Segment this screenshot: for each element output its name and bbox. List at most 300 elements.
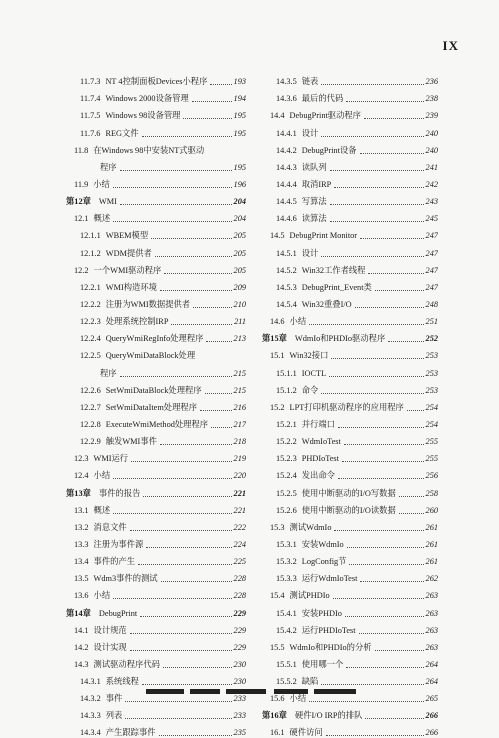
toc-entry-row[interactable] bbox=[66, 344, 246, 361]
toc-entry-title: 使用中断驱动的I/O写数据 bbox=[301, 488, 396, 498]
toc-entry-title: 写算法 bbox=[301, 197, 327, 207]
toc-leader-dots bbox=[113, 513, 231, 514]
toc-entry-page: 217 bbox=[233, 419, 246, 429]
toc-entry-row[interactable] bbox=[66, 533, 246, 550]
toc-entry-row[interactable] bbox=[262, 190, 438, 207]
toc-leader-dots bbox=[309, 324, 423, 325]
toc-entry-row[interactable] bbox=[262, 207, 438, 224]
toc-entry-row[interactable] bbox=[66, 704, 246, 721]
toc-leader-dots bbox=[349, 564, 423, 565]
toc-entry-row[interactable] bbox=[66, 396, 246, 413]
toc-entry-title: 设计规范 bbox=[93, 625, 127, 635]
toc-entry-title: 程序 bbox=[100, 162, 117, 172]
toc-entry-row[interactable] bbox=[66, 584, 246, 601]
toc-entry-row[interactable] bbox=[66, 499, 246, 516]
toc-chapter-row[interactable] bbox=[262, 327, 438, 344]
toc-entry-page: 229 bbox=[233, 608, 246, 618]
toc-entry-number: 14.3.4 bbox=[80, 728, 101, 738]
toc-entry-row[interactable] bbox=[262, 670, 438, 687]
toc-entry-page: 236 bbox=[425, 77, 438, 87]
toc-entry-page: 222 bbox=[233, 522, 246, 532]
toc-entry-row[interactable] bbox=[66, 70, 246, 87]
toc-entry-page: 221 bbox=[233, 488, 246, 498]
toc-entry-page: 221 bbox=[233, 505, 246, 515]
toc-entry-number: 15.4.2 bbox=[276, 625, 297, 635]
toc-entry-row[interactable] bbox=[262, 721, 438, 738]
toc-entry-title: 命令 bbox=[301, 385, 319, 395]
toc-entry-number: 14.5.3 bbox=[276, 282, 297, 292]
toc-entry-row[interactable] bbox=[262, 396, 438, 413]
toc-entry-row[interactable] bbox=[66, 447, 246, 464]
toc-entry-title: SetWmiDataItem处理程序 bbox=[105, 402, 197, 412]
toc-entry-title: 概述 bbox=[93, 505, 111, 515]
toc-entry-row[interactable] bbox=[262, 70, 438, 87]
toc-entry-row[interactable] bbox=[66, 259, 246, 276]
toc-entry-page: 255 bbox=[425, 454, 438, 464]
toc-entry-page: 253 bbox=[425, 385, 438, 395]
toc-entry-title: WdmIoTest bbox=[301, 437, 341, 447]
toc-entry-row[interactable] bbox=[262, 139, 438, 156]
toc-entry-page: 261 bbox=[425, 522, 438, 532]
toc-entry-row[interactable] bbox=[66, 653, 246, 670]
toc-leader-dots bbox=[321, 136, 423, 137]
toc-entry-number: 12.4 bbox=[74, 471, 89, 481]
toc-entry-number: 15.1.1 bbox=[276, 368, 297, 378]
toc-entry-title: 设计 bbox=[301, 128, 319, 138]
toc-entry-page: 247 bbox=[425, 282, 438, 292]
toc-entry-number: 第13章 bbox=[66, 488, 91, 498]
toc-entry-number: 15.5.1 bbox=[276, 659, 297, 669]
toc-leader-dots bbox=[321, 256, 423, 257]
toc-entry-number: 13.4 bbox=[74, 557, 89, 567]
toc-entry-title: QueryWmiRegInfo处理程序 bbox=[105, 334, 204, 344]
toc-entry-row[interactable] bbox=[262, 550, 438, 567]
toc-entry-title: 运行PHDIoTest bbox=[301, 625, 356, 635]
toc-leader-dots bbox=[326, 735, 424, 736]
toc-entry-row[interactable] bbox=[66, 293, 246, 310]
toc-entry-row[interactable] bbox=[66, 413, 246, 430]
toc-leader-dots bbox=[193, 307, 231, 308]
toc-leader-dots bbox=[205, 393, 232, 394]
toc-entry-page: 251 bbox=[425, 317, 438, 327]
toc-entry-page: 240 bbox=[425, 128, 438, 138]
toc-entry-number: 14.6 bbox=[270, 317, 285, 327]
toc-entry-row[interactable] bbox=[262, 567, 438, 584]
toc-entry-row[interactable] bbox=[262, 104, 438, 121]
toc-entry-number: 15.3.1 bbox=[276, 539, 297, 549]
toc-leader-dots bbox=[321, 393, 423, 394]
toc-entry-title: PHDIoTest bbox=[301, 454, 339, 464]
toc-entry-number: 14.4.1 bbox=[276, 128, 297, 138]
toc-entry-number: 13.3 bbox=[74, 539, 89, 549]
toc-entry-number: 12.3 bbox=[74, 454, 89, 464]
toc-entry-page: 218 bbox=[233, 437, 246, 447]
toc-entry-row[interactable] bbox=[262, 413, 438, 430]
toc-leader-dots bbox=[329, 376, 423, 377]
toc-entry-title: Windows 98设备管理 bbox=[105, 111, 181, 121]
toc-entry-title: LogConfig节 bbox=[301, 557, 347, 567]
toc-entry-row[interactable] bbox=[66, 721, 246, 738]
toc-chapter-row[interactable] bbox=[66, 481, 246, 498]
toc-right-column bbox=[262, 70, 438, 738]
toc-entry-title: Wdm3事件的测试 bbox=[93, 574, 158, 584]
toc-leader-dots bbox=[368, 273, 423, 274]
toc-entry-row[interactable] bbox=[262, 619, 438, 636]
toc-entry-number: 13.5 bbox=[74, 574, 89, 584]
toc-entry-number: 14.3.6 bbox=[276, 94, 297, 104]
toc-entry-number: 14.1 bbox=[74, 625, 89, 635]
toc-leader-dots bbox=[143, 496, 231, 497]
toc-leader-dots bbox=[206, 341, 231, 342]
toc-entry-row[interactable] bbox=[262, 499, 438, 516]
toc-entry-number: 11.7.6 bbox=[80, 128, 101, 138]
toc-entry-title: 小结 bbox=[93, 591, 111, 601]
toc-leader-dots bbox=[388, 341, 423, 342]
toc-entry-row[interactable] bbox=[66, 173, 246, 190]
toc-entry-number: 12.2.2 bbox=[80, 299, 101, 309]
toc-entry-number: 15.2 bbox=[270, 402, 285, 412]
toc-entry-title: 使用哪一个 bbox=[301, 659, 344, 669]
toc-entry-title: 小结 bbox=[289, 317, 307, 327]
toc-leader-dots bbox=[375, 650, 424, 651]
toc-entry-row[interactable] bbox=[262, 344, 438, 361]
toc-entry-title: 小结 bbox=[93, 179, 110, 189]
toc-entry-page: 224 bbox=[233, 539, 246, 549]
toc-entry-page: 228 bbox=[233, 591, 246, 601]
toc-entry-title: 链表 bbox=[301, 77, 319, 87]
toc-entry-row[interactable] bbox=[262, 653, 438, 670]
toc-leader-dots bbox=[333, 598, 424, 599]
toc-entry-row[interactable] bbox=[262, 516, 438, 533]
toc-entry-number: 14.3.1 bbox=[80, 677, 101, 687]
toc-entry-row[interactable] bbox=[262, 601, 438, 618]
toc-entry-title: WMI bbox=[98, 197, 117, 207]
toc-leader-dots bbox=[125, 718, 231, 719]
toc-entry-number: 12.1 bbox=[74, 214, 89, 224]
toc-entry-title: 并行端口 bbox=[301, 419, 335, 429]
toc-entry-page: 253 bbox=[425, 351, 438, 361]
toc-entry-row[interactable] bbox=[262, 379, 438, 396]
toc-entry-page: 216 bbox=[233, 402, 246, 412]
toc-leader-dots bbox=[200, 410, 232, 411]
toc-leader-dots bbox=[164, 273, 231, 274]
toc-entry-row[interactable] bbox=[66, 241, 246, 258]
toc-entry-number: 12.2 bbox=[74, 265, 89, 275]
toc-leader-dots bbox=[330, 221, 424, 222]
toc-entry-page: 241 bbox=[425, 162, 438, 172]
toc-entry-page: 265 bbox=[425, 694, 438, 704]
toc-entry-page: 247 bbox=[425, 265, 438, 275]
toc-leader-dots bbox=[309, 701, 423, 702]
toc-leader-dots bbox=[407, 410, 424, 411]
toc-entry-number: 14.4.3 bbox=[276, 162, 297, 172]
toc-entry-title: 最后的代码 bbox=[301, 94, 344, 104]
toc-entry-page: 195 bbox=[233, 128, 246, 138]
toc-entry-number: 12.2.6 bbox=[80, 385, 101, 395]
toc-entry-title: Win32重叠I/O bbox=[301, 299, 352, 309]
toc-leader-dots bbox=[120, 204, 232, 205]
toc-entry-page: 195 bbox=[233, 162, 246, 172]
toc-leader-dots bbox=[160, 290, 232, 291]
toc-entry-number: 15.2.3 bbox=[276, 454, 297, 464]
toc-entry-number: 12.1.1 bbox=[80, 231, 101, 241]
toc-entry-row[interactable] bbox=[262, 87, 438, 104]
toc-leader-dots bbox=[130, 633, 232, 634]
toc-entry-page: 266 bbox=[425, 711, 438, 721]
toc-leader-dots bbox=[334, 187, 423, 188]
toc-entry-page: 220 bbox=[233, 471, 246, 481]
toc-entry-row[interactable] bbox=[262, 636, 438, 653]
toc-entry-title: 注册为WMI数据提供者 bbox=[105, 299, 191, 309]
toc-entry-row[interactable] bbox=[262, 481, 438, 498]
toc-leader-dots bbox=[359, 633, 424, 634]
toc-entry-row[interactable] bbox=[66, 310, 246, 327]
toc-entry-title: 取消IRP bbox=[301, 179, 332, 189]
toc-leader-dots bbox=[151, 238, 231, 239]
toc-entry-row[interactable] bbox=[66, 87, 246, 104]
toc-entry-page: 193 bbox=[233, 77, 246, 87]
toc-entry-title: 系统线程 bbox=[105, 677, 139, 687]
toc-leader-dots bbox=[338, 478, 424, 479]
toc-entry-number: 14.5.1 bbox=[276, 248, 297, 258]
toc-entry-page: 194 bbox=[233, 94, 246, 104]
toc-entry-page: 229 bbox=[233, 625, 246, 635]
toc-leader-dots bbox=[346, 101, 423, 102]
toc-entry-row[interactable] bbox=[66, 121, 246, 138]
toc-entry-page: 229 bbox=[233, 642, 246, 652]
toc-chapter-row[interactable] bbox=[66, 190, 246, 207]
toc-entry-row[interactable] bbox=[66, 104, 246, 121]
toc-leader-dots bbox=[360, 153, 424, 154]
toc-entry-title: 处理系统控制IRP bbox=[105, 317, 169, 327]
toc-entry-number: 11.7.5 bbox=[80, 111, 101, 121]
toc-entry-page: 258 bbox=[425, 488, 438, 498]
toc-leader-dots bbox=[360, 238, 423, 239]
toc-entry-row[interactable] bbox=[262, 173, 438, 190]
toc-entry-row[interactable] bbox=[262, 464, 438, 481]
toc-entry-title: DebugPrint驱动程序 bbox=[289, 111, 361, 121]
toc-entry-page: 233 bbox=[233, 711, 246, 721]
toc-entry-number: 14.3.2 bbox=[80, 694, 101, 704]
toc-entry-title: 一个WMI驱动程序 bbox=[93, 265, 162, 275]
toc-entry-title: 硬件访问 bbox=[289, 728, 323, 738]
toc-entry-title: 产生跟踪事件 bbox=[105, 728, 156, 738]
toc-entry-row[interactable] bbox=[66, 516, 246, 533]
toc-entry-row[interactable] bbox=[66, 276, 246, 293]
toc-entry-number: 第14章 bbox=[66, 608, 91, 618]
toc-entry-row[interactable] bbox=[262, 293, 438, 310]
toc-entry-page: 254 bbox=[425, 402, 438, 412]
toc-entry-page: 205 bbox=[233, 231, 246, 241]
toc-entry-number: 14.4.2 bbox=[276, 145, 297, 155]
toc-entry-row[interactable] bbox=[66, 207, 246, 224]
toc-entry-number: 11.9 bbox=[74, 179, 89, 189]
toc-leader-dots bbox=[120, 170, 232, 171]
toc-entry-title: QueryWmiDataBlock处理 bbox=[105, 351, 196, 361]
toc-leader-dots bbox=[142, 136, 232, 137]
toc-entry-row[interactable] bbox=[66, 361, 246, 378]
toc-entry-page: 260 bbox=[425, 505, 438, 515]
toc-entry-row[interactable] bbox=[262, 156, 438, 173]
toc-entry-number: 12.2.8 bbox=[80, 419, 101, 429]
page-number: IX bbox=[442, 38, 459, 53]
toc-entry-page: 228 bbox=[233, 574, 246, 584]
toc-entry-number: 12.2.3 bbox=[80, 317, 101, 327]
toc-entry-number: 14.5.4 bbox=[276, 299, 297, 309]
toc-leader-dots bbox=[355, 307, 424, 308]
toc-entry-row[interactable] bbox=[66, 379, 246, 396]
toc-entry-row[interactable] bbox=[262, 361, 438, 378]
toc-entry-page: 252 bbox=[425, 334, 438, 344]
toc-entry-title: 硬件I/O IRP的排队 bbox=[294, 711, 363, 721]
toc-entry-page: 240 bbox=[425, 145, 438, 155]
toc-leader-dots bbox=[120, 376, 232, 377]
toc-leader-dots bbox=[183, 118, 231, 119]
toc-entry-number: 15.4.1 bbox=[276, 608, 297, 618]
toc-leader-dots bbox=[345, 616, 424, 617]
toc-entry-page: 242 bbox=[425, 179, 438, 189]
toc-entry-title: 注册为事件源 bbox=[93, 539, 144, 549]
toc-entry-number: 15.3.3 bbox=[276, 574, 297, 584]
toc-entry-number: 15.3 bbox=[270, 522, 285, 532]
toc-entry-page: 253 bbox=[425, 368, 438, 378]
toc-entry-title: 设计 bbox=[301, 248, 319, 258]
toc-entry-title: DebugPrint_Event类 bbox=[301, 282, 372, 292]
toc-entry-title: 消息文件 bbox=[93, 522, 127, 532]
toc-entry-number: 12.2.4 bbox=[80, 334, 101, 344]
toc-entry-number: 第15章 bbox=[262, 334, 287, 344]
toc-entry-number: 14.4 bbox=[270, 111, 285, 121]
toc-entry-number: 15.2.1 bbox=[276, 419, 297, 429]
toc-entry-page: 247 bbox=[425, 248, 438, 258]
toc-entry-row[interactable] bbox=[66, 670, 246, 687]
toc-entry-number: 12.2.5 bbox=[80, 351, 101, 361]
toc-entry-row[interactable] bbox=[262, 533, 438, 550]
toc-leader-dots bbox=[210, 84, 231, 85]
toc-entry-row[interactable] bbox=[262, 584, 438, 601]
toc-entry-number: 14.2 bbox=[74, 642, 89, 652]
toc-entry-row[interactable] bbox=[66, 550, 246, 567]
toc-entry-title: 使用中断驱动的I/O读数据 bbox=[301, 505, 396, 515]
toc-entry-number: 14.4.4 bbox=[276, 179, 297, 189]
toc-entry-row[interactable] bbox=[66, 327, 246, 344]
toc-entry-row[interactable] bbox=[66, 224, 246, 241]
toc-leader-dots bbox=[344, 444, 424, 445]
toc-entry-row[interactable] bbox=[262, 224, 438, 241]
toc-entry-number: 15.2.4 bbox=[276, 471, 297, 481]
toc-entry-number: 12.2.1 bbox=[80, 282, 101, 292]
toc-entry-page: 230 bbox=[233, 659, 246, 669]
toc-leader-dots bbox=[113, 187, 232, 188]
toc-leader-dots bbox=[163, 667, 232, 668]
toc-leader-dots bbox=[342, 461, 424, 462]
toc-entry-title: 安装WdmIo bbox=[301, 539, 344, 549]
toc-entry-row[interactable] bbox=[66, 636, 246, 653]
toc-entry-page: 195 bbox=[233, 111, 246, 121]
toc-entry-page: 196 bbox=[233, 179, 246, 189]
toc-entry-title: 事件的报告 bbox=[98, 488, 141, 498]
toc-entry-row[interactable] bbox=[262, 447, 438, 464]
toc-entry-page: 247 bbox=[425, 231, 438, 241]
toc-entry-title: 小结 bbox=[289, 694, 307, 704]
toc-entry-row[interactable] bbox=[262, 259, 438, 276]
toc-entry-row[interactable] bbox=[262, 121, 438, 138]
toc-entry-title: DebugPrint bbox=[98, 608, 138, 618]
toc-entry-row[interactable] bbox=[66, 156, 246, 173]
toc-leader-dots bbox=[211, 427, 231, 428]
toc-entry-title: WMI构造环境 bbox=[105, 282, 157, 292]
toc-entry-page: 233 bbox=[233, 694, 246, 704]
toc-entry-row[interactable] bbox=[66, 464, 246, 481]
toc-entry-number: 15.6 bbox=[270, 694, 285, 704]
toc-entry-title: Win32接口 bbox=[289, 351, 329, 361]
toc-leader-dots bbox=[159, 735, 232, 736]
toc-leader-dots bbox=[375, 290, 424, 291]
toc-entry-page: 238 bbox=[425, 94, 438, 104]
toc-entry-page: 211 bbox=[234, 317, 246, 327]
toc-leader-dots bbox=[364, 118, 424, 119]
toc-entry-row[interactable] bbox=[262, 430, 438, 447]
toc-entry-title: 触发WMI事件 bbox=[105, 437, 157, 447]
toc-entry-page: 261 bbox=[425, 539, 438, 549]
toc-entry-number: 15.5 bbox=[270, 642, 285, 652]
toc-entry-page: 205 bbox=[233, 248, 246, 258]
toc-leader-dots bbox=[399, 513, 424, 514]
toc-entry-title: 测试驱动程序代码 bbox=[93, 659, 160, 669]
toc-entry-page: 235 bbox=[233, 728, 246, 738]
toc-entry-page: 204 bbox=[233, 197, 246, 207]
toc-entry-number: 13.2 bbox=[74, 522, 89, 532]
toc-entry-number: 11.7.4 bbox=[80, 94, 101, 104]
toc-entry-row[interactable] bbox=[66, 430, 246, 447]
toc-entry-title: NT 4控制面板Devices小程序 bbox=[105, 77, 208, 87]
toc-leader-dots bbox=[334, 530, 423, 531]
toc-chapter-row[interactable] bbox=[262, 704, 438, 721]
toc-entry-number: 第12章 bbox=[66, 197, 91, 207]
toc-entry-title: 事件的产生 bbox=[93, 557, 136, 567]
toc-leader-dots bbox=[321, 684, 423, 685]
toc-leader-dots bbox=[360, 581, 423, 582]
toc-entry-title: 读算法 bbox=[301, 214, 327, 224]
toc-entry-title: 概述 bbox=[93, 214, 111, 224]
footer-rule bbox=[146, 689, 356, 695]
toc-entry-page: 254 bbox=[425, 419, 438, 429]
toc-entry-title: Win32工作者线程 bbox=[301, 265, 366, 275]
toc-entry-title: SetWmiDataBlock处理程序 bbox=[105, 385, 202, 395]
toc-entry-row[interactable] bbox=[66, 619, 246, 636]
toc-entry-page: 243 bbox=[425, 197, 438, 207]
toc-entry-number: 12.2.9 bbox=[80, 437, 101, 447]
toc-entry-row[interactable] bbox=[262, 276, 438, 293]
toc-leader-dots bbox=[113, 221, 231, 222]
toc-entry-number: 14.3.3 bbox=[80, 711, 101, 721]
toc-entry-number: 14.4.6 bbox=[276, 214, 297, 224]
toc-entry-row[interactable] bbox=[262, 241, 438, 258]
toc-leader-dots bbox=[171, 324, 232, 325]
toc-entry-title: Windows 2000设备管理 bbox=[105, 94, 189, 104]
toc-entry-page: 264 bbox=[425, 677, 438, 687]
toc-entry-title: WDM提供者 bbox=[105, 248, 152, 258]
toc-chapter-row[interactable] bbox=[66, 601, 246, 618]
toc-entry-title: 在Windows 98中安装NT式驱动 bbox=[93, 145, 205, 155]
toc-leader-dots bbox=[131, 461, 231, 462]
toc-entry-row[interactable] bbox=[66, 567, 246, 584]
toc-entry-page: 209 bbox=[233, 282, 246, 292]
toc-entry-row[interactable] bbox=[262, 310, 438, 327]
toc-entry-page: 239 bbox=[425, 111, 438, 121]
toc-entry-number: 16.1 bbox=[270, 728, 285, 738]
toc-entry-row[interactable] bbox=[66, 139, 246, 156]
